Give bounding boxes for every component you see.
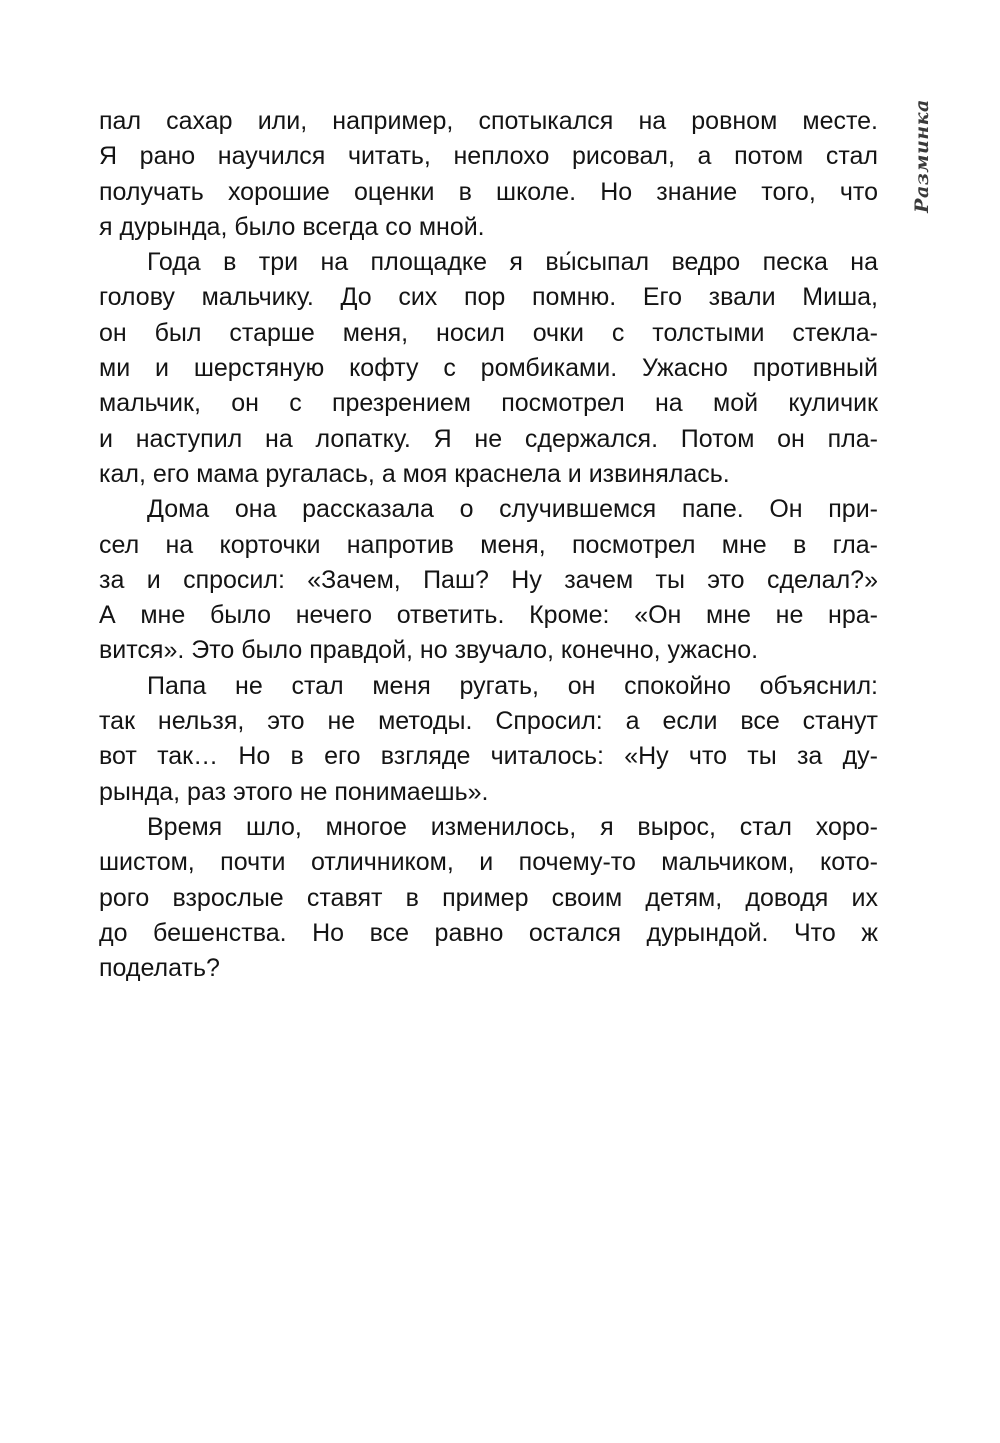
paragraph-2: [99, 245, 878, 492]
text-line: до бешенства. Но все равно остался дурындой. Что ж: [99, 918, 878, 947]
text-line: Папа не стал меня ругать, он спокойно объяснил:: [147, 671, 878, 700]
text-line: он был старше меня, носил очки с толстыми стекла-: [99, 318, 878, 347]
text-line: рого взрослые ставят в пример своим детям, доводя их: [99, 883, 878, 912]
text-line: мальчик, он с презрением посмотрел на мой куличик: [99, 389, 878, 418]
section-title: Разминка: [911, 99, 933, 213]
text-line: шистом, почти отличником, и почему-то мальчиком, кото-: [99, 848, 878, 877]
text-line: голову мальчику. До сих пор помню. Его звали Миша,: [99, 283, 878, 312]
paragraph-5: [99, 810, 878, 986]
text-line: за и спросил: «Зачем, Паш? Ну зачем ты это сделал?»: [99, 565, 878, 594]
text-line: ми и шерстяную кофту с ромбиками. Ужасно противный: [99, 354, 878, 383]
text-line: получать хорошие оценки в школе. Но знание того, что: [99, 177, 878, 206]
text-line: я дурында, было всегда со мной.: [99, 212, 485, 241]
paragraph-4: [99, 669, 878, 810]
paragraph-1: [99, 104, 878, 245]
text-line: А мне было нечего ответить. Кроме: «Он мне не нра-: [99, 601, 878, 630]
text-line: вот так… Но в его взгляде читалось: «Ну что ты за ду-: [99, 742, 878, 771]
text-line: Время шло, многое изменилось, я вырос, стал хоро-: [147, 812, 878, 841]
paragraph-3: [99, 492, 878, 668]
text-line: Я рано научился читать, неплохо рисовал, а потом стал: [99, 142, 878, 171]
text-line: Дома она рассказала о случившемся папе. Он при-: [147, 495, 878, 524]
body-text: [99, 104, 878, 986]
text-line: пал сахар или, например, спотыкался на ровном месте.: [99, 107, 878, 135]
section-side-tab: [905, 99, 939, 213]
text-line: кал, его мама ругалась, а моя краснела и извинялась.: [99, 459, 730, 488]
text-line: так нельзя, это не методы. Спросил: а если все станут: [99, 707, 878, 736]
text-line: поделать?: [99, 954, 220, 983]
text-line: рында, раз этого не понимаешь».: [99, 777, 489, 806]
text-line: и наступил на лопатку. Я не сдержался. Потом он пла-: [99, 424, 878, 453]
text-line: вится». Это было правдой, но звучало, конечно, ужасно.: [99, 636, 759, 665]
text-line: сел на корточки напротив меня, посмотрел мне в гла-: [99, 530, 878, 559]
text-line: Года в три на площадке я вы́сыпал ведро песка на: [147, 248, 878, 277]
